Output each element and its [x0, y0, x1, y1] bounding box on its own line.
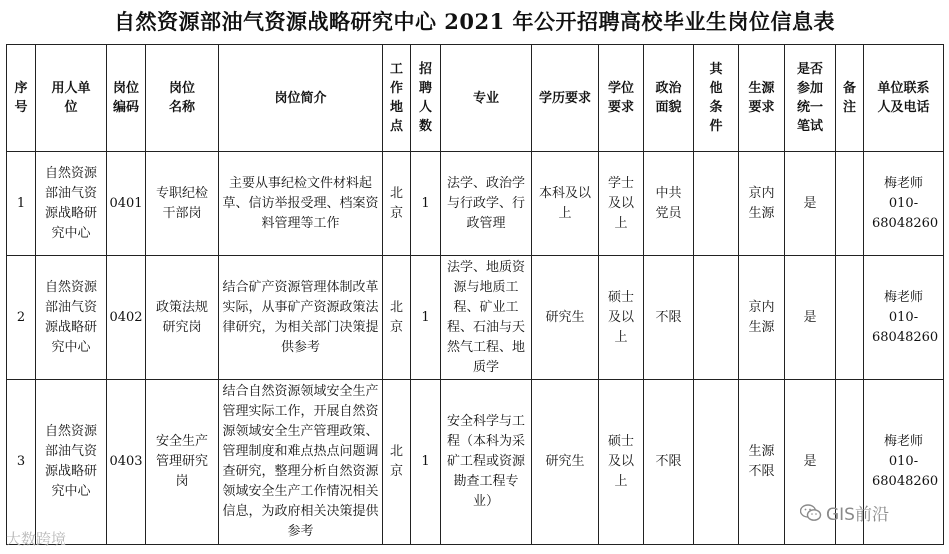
cell-employer: 自然资源部油气资源战略研究中心: [36, 380, 107, 545]
cell-employer: 自然资源部油气资源战略研究中心: [36, 256, 107, 380]
header-row: [7, 45, 944, 152]
cell-post-code: 0402: [107, 256, 146, 380]
header-source: 生源要求: [739, 45, 785, 152]
cell-degree: 硕士及以上: [599, 256, 644, 380]
cell-contact: 梅老师 010-68048260: [864, 152, 944, 256]
header-post-name: 岗位名称: [146, 45, 219, 152]
watermark-left: [6, 528, 66, 549]
cell-education: 研究生: [532, 256, 599, 380]
cell-seq: 1: [7, 152, 36, 256]
cell-political: 不限: [644, 380, 694, 545]
cell-source: 生源不限: [739, 380, 785, 545]
cell-hire-count: 1: [411, 152, 441, 256]
cell-contact: 梅老师 010-68048260: [864, 256, 944, 380]
table-row: [7, 152, 944, 256]
cell-other: [694, 380, 739, 545]
header-major: 专业: [441, 45, 532, 152]
cell-degree: 学士及以上: [599, 152, 644, 256]
cell-exam: 是: [785, 256, 836, 380]
cell-location: 北京: [383, 380, 411, 545]
cell-hire-count: 1: [411, 256, 441, 380]
header-hire-count: 招聘人数: [411, 45, 441, 152]
cell-contact: 梅老师 010-68048260: [864, 380, 944, 545]
watermark-left-text: 大数跨境: [6, 530, 67, 548]
cell-degree: 硕士及以上: [599, 380, 644, 545]
watermark-right: [800, 500, 889, 525]
header-contact: 单位联系人及电话: [864, 45, 944, 152]
cell-other: [694, 152, 739, 256]
cell-post-desc: 结合矿产资源管理体制改革实际，从事矿产资源政策法律研究，为相关部门决策提供参考: [219, 256, 383, 380]
header-employer: 用人单位: [36, 45, 107, 152]
cell-remark: [836, 152, 864, 256]
header-seq: 序号: [7, 45, 36, 152]
cell-exam: 是: [785, 380, 836, 545]
cell-seq: 3: [7, 380, 36, 545]
cell-post-name: 专职纪检干部岗: [146, 152, 219, 256]
cell-political: 中共党员: [644, 152, 694, 256]
cell-post-code: 0401: [107, 152, 146, 256]
cell-source: 京内生源: [739, 256, 785, 380]
cell-seq: 2: [7, 256, 36, 380]
cell-post-code: 0403: [107, 380, 146, 545]
cell-exam: 是: [785, 152, 836, 256]
cell-other: [694, 256, 739, 380]
header-education: 学历要求: [532, 45, 599, 152]
cell-post-name: 政策法规研究岗: [146, 256, 219, 380]
cell-location: 北京: [383, 256, 411, 380]
watermark-right-text: GIS前沿: [826, 505, 889, 525]
cell-location: 北京: [383, 152, 411, 256]
cell-source: 京内生源: [739, 152, 785, 256]
cell-post-name: 安全生产管理研究岗: [146, 380, 219, 545]
cell-remark: [836, 256, 864, 380]
table-row: [7, 256, 944, 380]
cell-major: 法学、地质资源与地质工程、矿业工程、石油与天然气工程、地质学: [441, 256, 532, 380]
header-political: 政治面貌: [644, 45, 694, 152]
cell-post-desc: 结合自然资源领域安全生产管理实际工作，开展自然资源领域安全生产管理政策、管理制度和难点热点问题调查研究，整理分析自然资源领域安全生产工作情况相关信息，为政府相关决策提供参考: [219, 380, 383, 545]
header-exam: 是否参加统一笔试: [785, 45, 836, 152]
header-post-code: 岗位编码: [107, 45, 146, 152]
cell-major: 安全科学与工程（本科为采矿工程或资源勘查工程专业）: [441, 380, 532, 545]
header-degree: 学位要求: [599, 45, 644, 152]
header-remark: 备注: [836, 45, 864, 152]
cell-education: 本科及以上: [532, 152, 599, 256]
wechat-icon: [800, 504, 822, 522]
cell-post-desc: 主要从事纪检文件材料起草、信访举报受理、档案资料管理等工作: [219, 152, 383, 256]
job-table: [6, 44, 944, 545]
cell-political: 不限: [644, 256, 694, 380]
header-other: 其他条件: [694, 45, 739, 152]
cell-major: 法学、政治学与行政学、行政管理: [441, 152, 532, 256]
cell-hire-count: 1: [411, 380, 441, 545]
cell-education: 研究生: [532, 380, 599, 545]
header-post-desc: 岗位简介: [219, 45, 383, 152]
header-location: 工作地点: [383, 45, 411, 152]
table-title: 自然资源部油气资源战略研究中心 2021 年公开招聘高校毕业生岗位信息表: [113, 9, 836, 34]
cell-employer: 自然资源部油气资源战略研究中心: [36, 152, 107, 256]
